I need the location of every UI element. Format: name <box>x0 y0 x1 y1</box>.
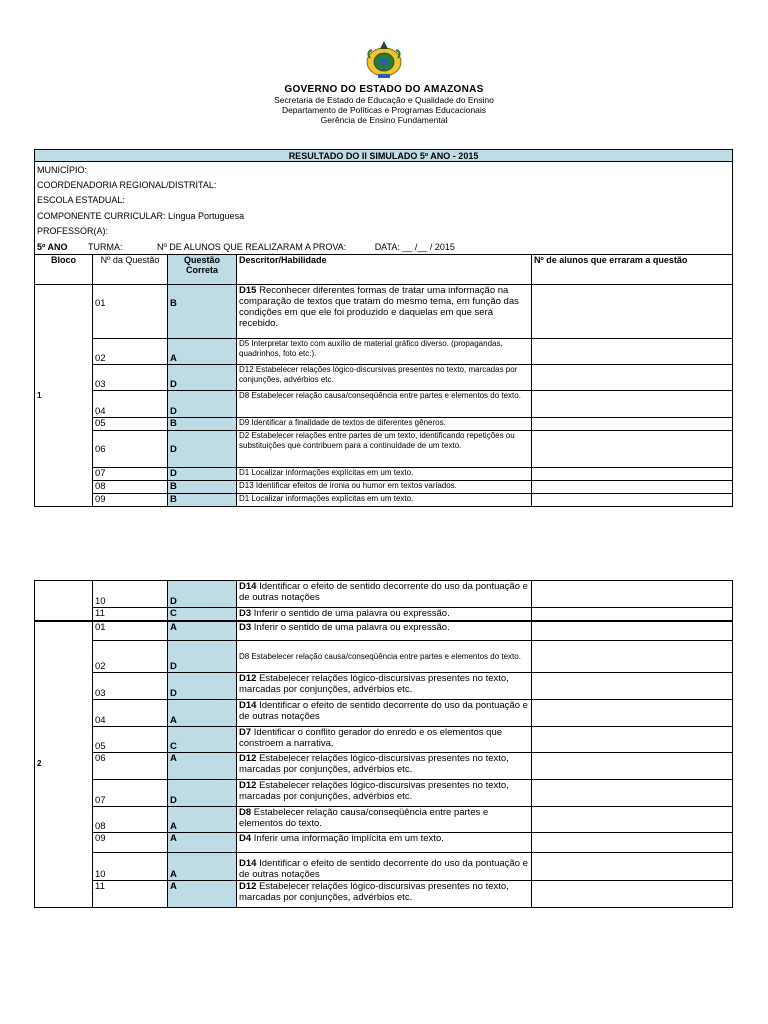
descriptor: D14 Identificar o efeito de sentido decorrente do uso da pontuação e de outras notações <box>237 700 532 727</box>
error-count <box>532 494 733 507</box>
correct-answer: D <box>168 391 237 418</box>
descriptor: D8 Estabelecer relação causa/conseqüência entre partes e elementos do texto. <box>237 807 532 833</box>
ano-label: 5º ANO <box>37 241 68 252</box>
table-row <box>35 881 733 908</box>
componente-field: COMPONENTE CURRICULAR: Língua Portuguesa <box>35 208 733 224</box>
header-line-1: Secretaria de Estado de Educação e Qualidade do Ensino <box>274 95 494 105</box>
correct-answer: D <box>168 431 237 468</box>
data-label: DATA: __ /__ / 2015 <box>374 241 455 252</box>
descriptor: D12 Estabelecer relações lógico-discursivas presentes no texto, marcadas por conjunções, advérbios etc. <box>237 780 532 807</box>
error-count <box>532 727 733 753</box>
correct-answer: B <box>168 418 237 431</box>
error-count <box>532 481 733 494</box>
col-header-questao: Nº da Questão <box>93 255 168 285</box>
header-line-2: Departamento de Políticas e Programas Educacionais <box>281 105 487 115</box>
error-count <box>532 673 733 700</box>
error-count <box>532 418 733 431</box>
table-row <box>35 621 733 641</box>
correct-answer: D <box>168 365 237 391</box>
question-number: 05 <box>93 418 168 431</box>
question-number: 05 <box>93 727 168 753</box>
government-title: GOVERNO DO ESTADO DO AMAZONAS <box>284 84 484 95</box>
error-count <box>532 641 733 673</box>
correct-answer: D <box>168 581 237 608</box>
correct-answer: A <box>168 753 237 780</box>
correct-answer: A <box>168 621 237 641</box>
table-row <box>35 753 733 780</box>
question-number: 03 <box>93 365 168 391</box>
descriptor: D12 Estabelecer relações lógico-discursivas presentes no texto, marcadas por conjunções, advérbios etc. <box>237 881 532 908</box>
table-row <box>35 285 733 339</box>
col-header-bloco: Bloco <box>35 255 93 285</box>
question-number: 02 <box>93 339 168 365</box>
form-title: RESULTADO DO II SIMULADO 5º ANO - 2015 <box>35 150 733 162</box>
table-row <box>35 673 733 700</box>
descriptor: D12 Estabelecer relações lógico-discursivas presentes no texto, marcadas por conjunções, advérbios etc. <box>237 673 532 700</box>
bloco-label: 1 <box>35 285 93 507</box>
descriptor: D9 Identificar a finalidade de textos de diferentes gêneros. <box>237 418 532 431</box>
descriptor: D2 Estabelecer relações entre partes de um texto, identificando repetições ou substituições que contribuem para a continuidade de um texto. <box>237 431 532 468</box>
question-number: 06 <box>93 431 168 468</box>
table-row <box>35 833 733 853</box>
error-count <box>532 753 733 780</box>
descriptor: D13 Identificar efeitos de ironia ou humor em textos variados. <box>237 481 532 494</box>
table-row <box>35 391 733 418</box>
error-count <box>532 431 733 468</box>
question-number: 09 <box>93 494 168 507</box>
correct-answer: B <box>168 285 237 339</box>
question-number: 03 <box>93 673 168 700</box>
descriptor: D4 Inferir uma informação implícita em um texto. <box>237 833 532 853</box>
correct-answer: A <box>168 339 237 365</box>
escola-field: ESCOLA ESTADUAL: <box>35 193 733 209</box>
error-count <box>532 285 733 339</box>
question-number: 10 <box>93 853 168 881</box>
question-number: 11 <box>93 608 168 621</box>
error-count <box>532 807 733 833</box>
descriptor: D12 Estabelecer relações lógico-discursivas presentes no texto, marcadas por conjunções, advérbios etc. <box>237 365 532 391</box>
question-number: 08 <box>93 807 168 833</box>
error-count <box>532 608 733 621</box>
descriptor: D1 Localizar informações explícitas em um texto. <box>237 468 532 481</box>
bloco-label: 2 <box>35 621 93 908</box>
results-table-1 <box>34 149 733 507</box>
question-number: 06 <box>93 753 168 780</box>
table-row <box>35 641 733 673</box>
question-number: 01 <box>93 285 168 339</box>
descriptor: D5 Interpretar texto com auxílio de material gráfico diverso. (propagandas, quadrinhos, foto etc.). <box>237 339 532 365</box>
bloco-cell <box>35 581 93 621</box>
correct-answer: D <box>168 641 237 673</box>
descriptor: D14 Identificar o efeito de sentido decorrente do uso da pontuação e de outras notações <box>237 853 532 881</box>
correct-answer: D <box>168 780 237 807</box>
table-row <box>35 418 733 431</box>
correct-answer: A <box>168 700 237 727</box>
correct-answer: B <box>168 481 237 494</box>
question-number: 02 <box>93 641 168 673</box>
table-row <box>35 431 733 468</box>
descriptor: D3 Inferir o sentido de uma palavra ou expressão. <box>237 621 532 641</box>
results-table-2 <box>34 580 733 908</box>
error-count <box>532 853 733 881</box>
question-number: 04 <box>93 700 168 727</box>
alunos-label: Nº DE ALUNOS QUE REALIZARAM A PROVA: <box>157 241 347 252</box>
error-count <box>532 780 733 807</box>
table-row <box>35 727 733 753</box>
table-row <box>35 780 733 807</box>
correct-answer: C <box>168 608 237 621</box>
question-number: 07 <box>93 468 168 481</box>
correct-answer: A <box>168 833 237 853</box>
table-row <box>35 481 733 494</box>
turma-label: TURMA: <box>87 241 123 252</box>
error-count <box>532 468 733 481</box>
question-number: 08 <box>93 481 168 494</box>
error-count <box>532 581 733 608</box>
table-row <box>35 468 733 481</box>
table-row <box>35 339 733 365</box>
question-number: 07 <box>93 780 168 807</box>
class-info-row <box>35 239 733 255</box>
question-number: 10 <box>93 581 168 608</box>
descriptor: D8 Estabelecer relação causa/conseqüência entre partes e elementos do texto. <box>237 641 532 673</box>
descriptor: D14 Identificar o efeito de sentido decorrente do uso da pontuação e de outras notações <box>237 581 532 608</box>
question-number: 01 <box>93 621 168 641</box>
col-header-descritor: Descritor/Habilidade <box>237 255 532 285</box>
col-header-erros: Nº de alunos que erraram a questão <box>532 255 733 285</box>
question-number: 04 <box>93 391 168 418</box>
table-row <box>35 700 733 727</box>
error-count <box>532 621 733 641</box>
descriptor: D7 Identificar o conflito gerador do enredo e os elementos que constroem a narrativa. <box>237 727 532 753</box>
descriptor: D12 Estabelecer relações lógico-discursivas presentes no texto, marcadas por conjunções, advérbios etc. <box>237 753 532 780</box>
correct-answer: A <box>168 807 237 833</box>
descriptor: D1 Localizar informações explícitas em um texto. <box>237 494 532 507</box>
error-count <box>532 881 733 908</box>
error-count <box>532 700 733 727</box>
correct-answer: A <box>168 853 237 881</box>
table-row <box>35 365 733 391</box>
header-line-3: Gerência de Ensino Fundamental <box>320 115 448 125</box>
professor-field: PROFESSOR(A): <box>35 224 733 240</box>
table-row <box>35 608 733 621</box>
correct-answer: B <box>168 494 237 507</box>
error-count <box>532 365 733 391</box>
descriptor: D15 Reconhecer diferentes formas de tratar uma informação na comparação de textos que tratam do mesmo tema, em função das condições em que ele foi produzido e daquelas em que será recebido. <box>237 285 532 339</box>
table-row <box>35 494 733 507</box>
correct-answer: C <box>168 727 237 753</box>
coordenadoria-field: COORDENADORIA REGIONAL/DISTRITAL: <box>35 177 733 193</box>
correct-answer: A <box>168 881 237 908</box>
col-header-correta: Questão Correta <box>168 255 237 285</box>
correct-answer: D <box>168 468 237 481</box>
error-count <box>532 339 733 365</box>
correct-answer: D <box>168 673 237 700</box>
error-count <box>532 833 733 853</box>
document-header <box>0 38 768 125</box>
amazonas-coat-of-arms-icon <box>364 38 404 80</box>
question-number: 09 <box>93 833 168 853</box>
error-count <box>532 391 733 418</box>
question-number: 11 <box>93 881 168 908</box>
table-row <box>35 581 733 608</box>
table-row <box>35 807 733 833</box>
descriptor: D3 Inferir o sentido de uma palavra ou expressão. <box>237 608 532 621</box>
descriptor: D8 Estabelecer relação causa/conseqüência entre partes e elementos do texto. <box>237 391 532 418</box>
table-row <box>35 853 733 881</box>
municipio-field: MUNICÍPIO: <box>35 162 733 178</box>
